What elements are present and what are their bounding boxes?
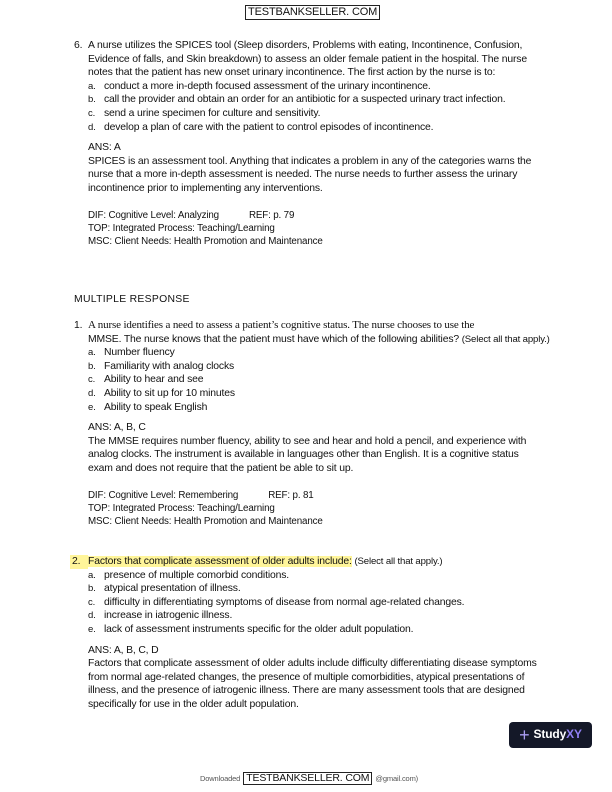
option-b: [88, 360, 554, 374]
option-letter: d.: [88, 610, 96, 622]
plus-icon: +: [519, 725, 530, 745]
option-letter: c.: [88, 596, 96, 608]
footer-watermark: TESTBANKSELLER. COM: [243, 772, 372, 785]
option-text: conduct a more in-depth focused assessment of the urinary incontinence.: [104, 80, 431, 92]
option-e: [88, 623, 560, 637]
option-letter: d.: [88, 121, 96, 133]
rationale: Factors that complicate assessment of older adults include difficulty differentiating disease symptoms from normal age-related changes, the presence of multiple comorbidities, atypical presentations of illness, and the presence of iatrogenic illness. There are many assessment tools that are designed specifically for use in the older adult population.: [88, 658, 537, 710]
question-2: [70, 555, 560, 712]
section-heading: MULTIPLE RESPONSE: [74, 294, 190, 305]
question-text-2: MMSE. The nurse knows that the patient must have which of the following abilities?: [88, 333, 460, 345]
answer: ANS: A: [88, 142, 121, 154]
question-number: 2.: [70, 555, 88, 569]
option-letter: e.: [88, 623, 96, 635]
question-text: Factors that complicate assessment of older adults include:: [88, 556, 352, 567]
option-letter: a.: [88, 569, 96, 581]
option-b: [88, 93, 518, 107]
question-number: 6.: [74, 40, 83, 51]
reference: REF: p. 81: [268, 489, 314, 501]
option-text: increase in iatrogenic illness.: [104, 610, 233, 622]
option-d: [88, 121, 518, 135]
option-text: develop a plan of care with the patient to control episodes of incontinence.: [104, 121, 434, 133]
select-instruction: (Select all that apply.): [354, 556, 443, 567]
option-b: [88, 582, 560, 596]
option-e: [88, 401, 554, 415]
option-letter: b.: [88, 360, 96, 372]
question-text: A nurse identifies a need to assess a patient’s cognitive status. The nurse chooses to use the: [88, 319, 475, 331]
footer-email: @gmail.com): [375, 774, 419, 783]
option-text: Ability to speak English: [104, 401, 208, 413]
option-letter: d.: [88, 387, 96, 399]
brand-text: Study: [533, 727, 567, 742]
option-text: Ability to sit up for 10 minutes: [104, 387, 235, 399]
option-a: [88, 346, 554, 360]
question-1: [74, 319, 554, 528]
option-text: difficulty in differentiating symptoms of disease from normal age-related changes.: [104, 596, 465, 608]
option-text: Familiarity with analog clocks: [104, 360, 235, 372]
option-text: atypical presentation of illness.: [104, 583, 241, 595]
header-watermark: TESTBANKSELLER. COM: [245, 5, 380, 20]
option-c: [88, 596, 560, 610]
rationale: The MMSE requires number fluency, ability to see and hear and hold a pencil, and experience with analog clocks. The instrument is available in languages other than English. It is a cognitive status exam and does not require that the patient be able to sit up.: [88, 435, 527, 474]
answer: ANS: A, B, C: [88, 422, 146, 434]
option-text: Ability to hear and see: [104, 374, 204, 386]
footer-downloaded: Downloaded: [200, 774, 241, 783]
difficulty: DIF: Cognitive Level: Remembering: [88, 489, 239, 501]
option-text: lack of assessment instruments specific for the older adult population.: [104, 623, 414, 635]
topic: TOP: Integrated Process: Teaching/Learning: [88, 222, 275, 234]
answer: ANS: A, B, C, D: [88, 644, 159, 656]
rationale: SPICES is an assessment tool. Anything that indicates a problem in any of the categories warns the nurse that a more in-depth assessment is needed. The nurse needs to further assess the urinary incontinence prior to implementing any interventions.: [88, 155, 532, 194]
option-text: send a urine specimen for culture and sensitivity.: [104, 107, 321, 119]
option-a: [88, 80, 518, 94]
brand-accent: XY: [566, 727, 582, 742]
option-d: [88, 387, 554, 401]
option-a: [88, 569, 560, 583]
option-letter: b.: [88, 94, 96, 106]
select-instruction: (Select all that apply.): [461, 333, 550, 345]
question-text: A nurse utilizes the SPICES tool (Sleep disorders, Problems with eating, Incontinence, Confusion, Evidence of falls, and Skin breakdown) to assess an older female patient in the hospital. The nurse notes that the patient has new onset urinary incontinence. The first action by the nurse is to:: [88, 40, 527, 79]
studyxy-badge[interactable]: [509, 722, 592, 748]
option-letter: b.: [88, 583, 96, 595]
msc: MSC: Client Needs: Health Promotion and Maintenance: [88, 515, 323, 527]
badge-brand: [534, 728, 582, 742]
reference: REF: p. 79: [248, 209, 295, 221]
option-c: [88, 107, 518, 121]
option-letter: a.: [88, 347, 96, 359]
option-text: presence of multiple comorbid conditions.: [104, 569, 290, 581]
option-letter: e.: [88, 401, 96, 413]
question-6: [74, 39, 554, 248]
option-text: call the provider and obtain an order for an antibiotic for a suspected urinary tract infection.: [104, 94, 506, 106]
option-text: Number fluency: [104, 347, 175, 359]
topic: TOP: Integrated Process: Teaching/Learning: [88, 502, 275, 514]
difficulty: DIF: Cognitive Level: Analyzing: [88, 209, 219, 221]
msc: MSC: Client Needs: Health Promotion and Maintenance: [88, 235, 323, 247]
option-letter: c.: [88, 107, 96, 119]
option-d: [88, 609, 560, 623]
option-letter: a.: [88, 80, 96, 92]
option-c: [88, 373, 554, 387]
option-letter: c.: [88, 374, 96, 386]
question-number: 1.: [74, 320, 83, 331]
footer: [200, 772, 418, 786]
